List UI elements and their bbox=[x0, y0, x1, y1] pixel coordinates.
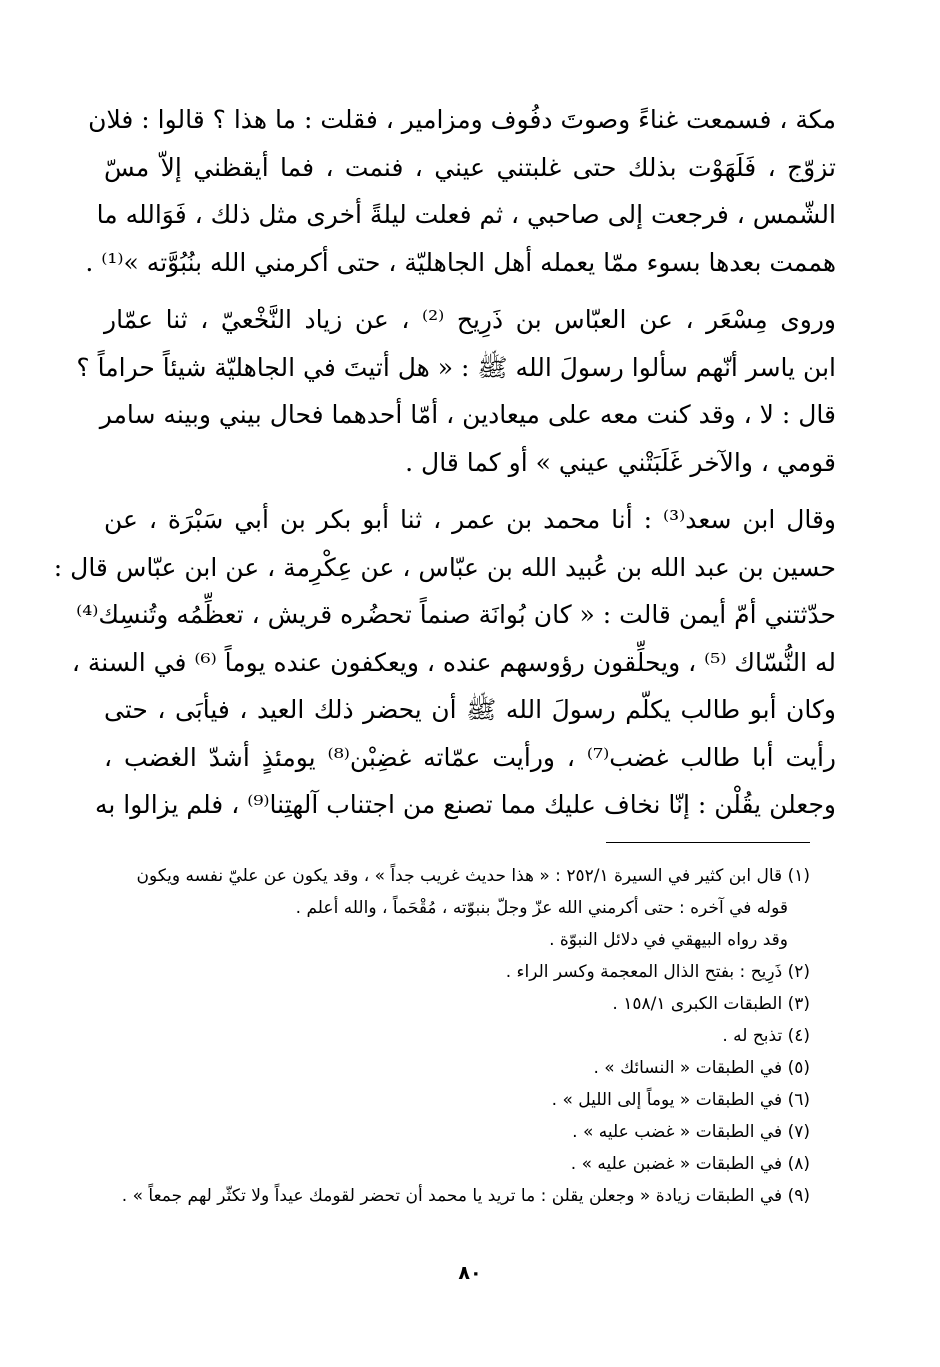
text-line: رأيت أبا طالب غضب⁽⁷⁾ ، ورأيت عمّاته غضِبْن⁽⁸⁾ يومئذٍ أشدّ الغضب ، bbox=[104, 742, 836, 772]
text-line: وكان أبو طالب يكلّم رسولَ الله ﷺ أن يحضر ذلك العيد ، فيأبَى ، حتى bbox=[104, 695, 836, 724]
footnote-separator bbox=[606, 842, 810, 843]
text-line: وروى مِسْعَر ، عن العبّاس بن ذَرِيح ⁽²⁾ ، عن زياد النَّخْعيّ ، ثنا عمّار bbox=[104, 305, 836, 334]
footnote-6: (٦) في الطبقات « يوماً إلى الليل » . bbox=[551, 1090, 810, 1110]
footnote-9: (٩) في الطبقات زيادة « وجعلن يقلن : ما تريد يا محمد أن تحضر لقومك عيداً ولا تكثّر لهم جمعاً » . bbox=[121, 1186, 810, 1206]
text-line: تزوّج ، فَلَهَوْت بذلك حتى غلبتني عيني ، فنمت ، فما أيقظني إلاّ مسّ bbox=[104, 152, 836, 182]
text-line: وجعلن يقُلْن : إنّا نخاف عليك مما تصنع من اجتناب آلهتِنا⁽⁹⁾ ، فلم يزالوا به bbox=[94, 790, 836, 819]
text-line: ابن ياسر أنّهم سألوا رسولَ الله ﷺ : « هل أتيتَ في الجاهليّة شيئاً حراماً ؟ bbox=[76, 352, 836, 382]
footnote-2: (٢) ذَرِيح : بفتح الذال المعجمة وكسر الراء . bbox=[505, 962, 810, 982]
footnote-8: (٨) في الطبقات « غضبن عليه » . bbox=[570, 1154, 810, 1174]
text-line: مكة ، فسمعت غناءً وصوتَ دفُوف ومزامير ، فقلت : ما هذا ؟ قالوا : فلان bbox=[88, 105, 836, 134]
paragraph-2 bbox=[76, 296, 836, 486]
footnote-1: (١) قال ابن كثير في السيرة ٢٥٢/١ : « هذا حديث غريب جداً » ، وقد يكون عن عليّ نفسه ويكون bbox=[136, 866, 810, 886]
footnote-1-continued: وقد رواه البيهقي في دلائل النبوّة . bbox=[549, 930, 788, 950]
paragraph-3 bbox=[53, 496, 836, 829]
footnote-5: (٥) في الطبقات « النسائك » . bbox=[593, 1058, 810, 1078]
text-line: هممت بعدها بسوء ممّا يعمله أهل الجاهليّة ، حتى أكرمني الله بنُبُوَّته »⁽¹⁾ . bbox=[85, 247, 836, 277]
text-line: حسين بن عبد الله بن عُبيد الله بن عبّاس ، عن عِكْرِمة ، عن ابن عبّاس قال : bbox=[53, 552, 836, 582]
text-line: وقال ابن سعد⁽³⁾ : أنا محمد بن عمر ، ثنا أبو بكر بن أبي سَبْرَة ، عن bbox=[104, 505, 836, 534]
paragraph-1 bbox=[85, 96, 836, 286]
footnote-7: (٧) في الطبقات « غضب عليه » . bbox=[572, 1122, 810, 1142]
text-line: الشّمس ، فرجعت إلى صاحبي ، ثم فعلت ليلةً أخرى مثل ذلك ، فَوَالله ما bbox=[96, 200, 836, 229]
footnotes bbox=[104, 860, 810, 1212]
footnote-3: (٣) الطبقات الكبرى ١٥٨/١ . bbox=[612, 994, 810, 1014]
page-number: ٨٠ bbox=[458, 1262, 482, 1284]
text-line: قال : لا ، وقد كنت معه على ميعادين ، أمّا أحدهما فحال بيني وبينه سامر bbox=[99, 400, 836, 429]
footnote-1-continued: قوله في آخره : حتى أكرمني الله عزّ وجلّ بنبوّته ، مُقْحَماً ، والله أعلم . bbox=[295, 898, 788, 918]
text-line: له النُّسّاك ⁽⁵⁾ ، ويحلِّقون رؤوسهم عنده ، ويعكفون عنده يوماً ⁽⁶⁾ في السنة ، bbox=[71, 647, 836, 677]
text-line: قومي ، والآخر غَلَبَتْني عيني » أو كما قال . bbox=[405, 447, 836, 477]
footnote-4: (٤) تذبح له . bbox=[722, 1026, 810, 1046]
text-line: حدّثتني أمّ أيمن قالت : « كان بُوانَة صنماً تحضُره قريش ، تعظِّمُه وتُنسِك⁽⁴⁾ bbox=[76, 600, 836, 629]
main-text bbox=[53, 96, 836, 829]
